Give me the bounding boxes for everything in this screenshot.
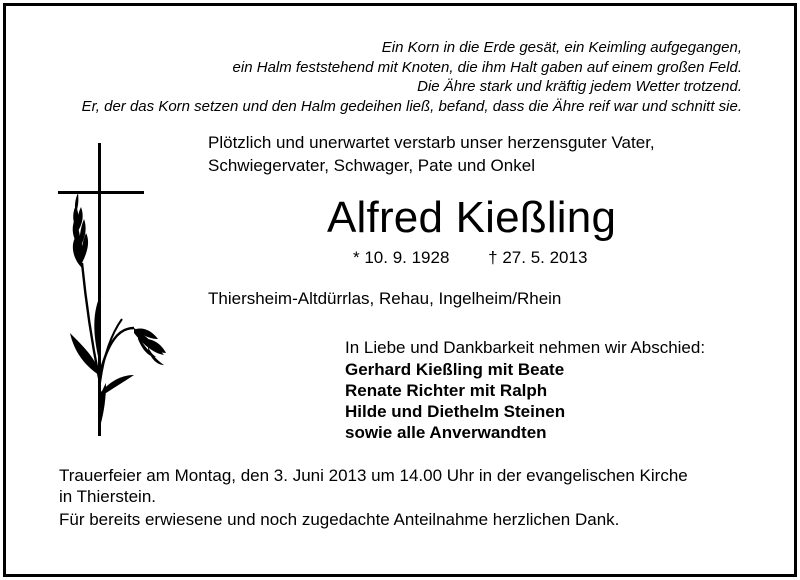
poem-line: Ein Korn in die Erde gesät, ein Keimling aufgegangen, xyxy=(381,39,742,56)
service-line: Trauerfeier am Montag, den 3. Juni 2013 um 14.00 Uhr in der evangelischen Kirche xyxy=(59,466,688,485)
service-line: in Thierstein. xyxy=(59,487,157,506)
mourner: sowie alle Anverwandten xyxy=(345,423,547,442)
mourners-list xyxy=(345,359,565,443)
mourner: Renate Richter mit Ralph xyxy=(345,381,548,400)
birth-date: * 10. 9. 1928 xyxy=(353,248,450,267)
places: Thiersheim-Altdürrlas, Rehau, Ingelheim/Rhein xyxy=(208,289,562,308)
poem-line: Er, der das Korn setzen und den Halm gedeihen ließ, befand, dass die Ähre reif war und schnitt sie. xyxy=(81,97,742,115)
death-announcement xyxy=(208,131,655,177)
mourner: Gerhard Kießling mit Beate xyxy=(345,360,565,379)
poem-line: Die Ähre stark und kräftig jedem Wetter trotzend. xyxy=(417,78,742,95)
life-dates xyxy=(353,247,587,269)
poem-line: ein Halm feststehend mit Knoten, die ihm Halt gaben auf einem großen Feld. xyxy=(232,58,742,76)
mourner: Hilde und Diethelm Steinen xyxy=(345,402,566,421)
farewell-line: In Liebe und Dankbarkeit nehmen wir Abschied: xyxy=(345,338,706,357)
announcement-line: Plötzlich und unerwartet verstarb unser herzensguter Vater, xyxy=(208,133,655,152)
deceased-name: Alfred Kießling xyxy=(327,193,617,242)
death-date: † 27. 5. 2013 xyxy=(488,248,588,267)
thanks-line: Für bereits erwiesene und noch zugedachte Anteilnahme herzlichen Dank. xyxy=(59,510,620,529)
poem xyxy=(42,38,742,116)
service-info xyxy=(59,465,759,530)
announcement-line: Schwiegervater, Schwager, Pate und Onkel xyxy=(208,156,535,175)
cross-with-wheat-icon xyxy=(58,143,168,438)
